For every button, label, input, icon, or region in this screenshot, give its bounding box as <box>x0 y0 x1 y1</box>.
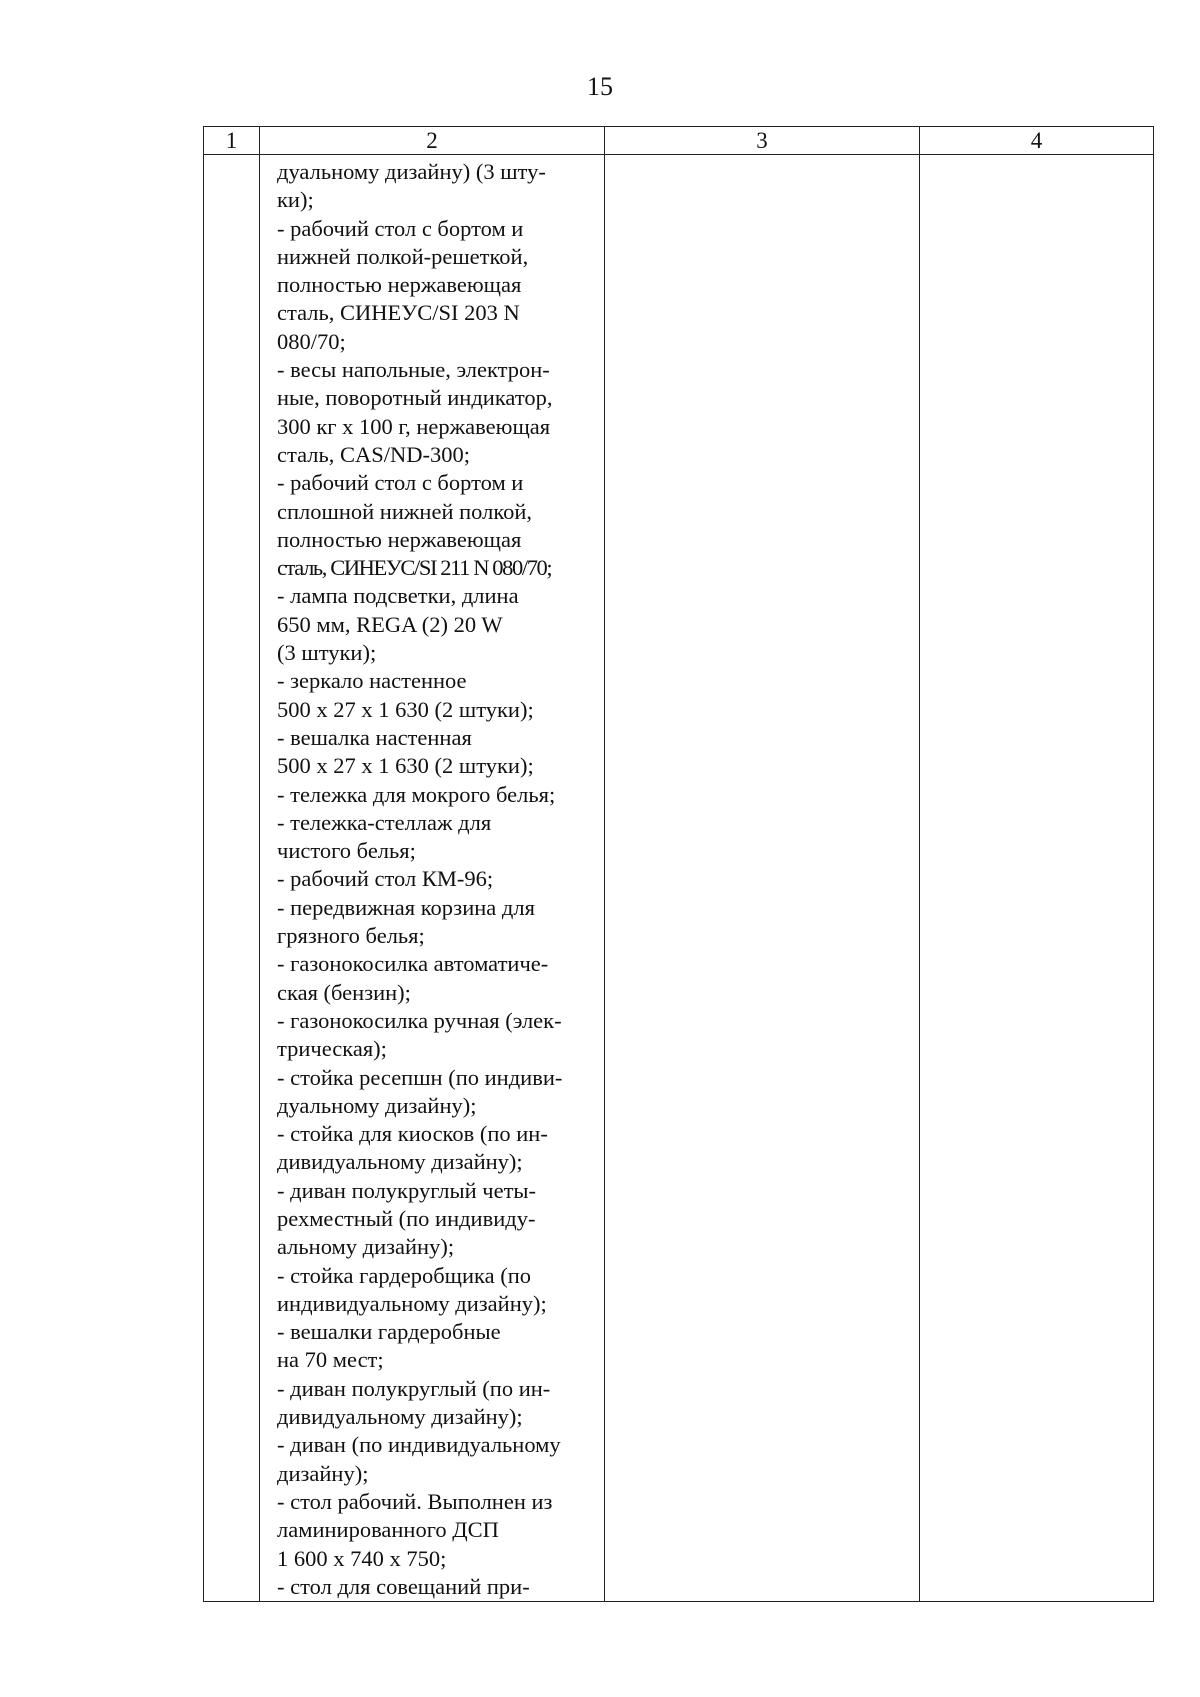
list-item: 500 х 27 х 1 630 (2 штуки); <box>277 753 534 779</box>
list-item: трическая); <box>277 1036 387 1062</box>
list-item: - вешалки гардеробные <box>277 1319 501 1345</box>
cell-column-3 <box>605 155 920 1602</box>
column-header-1: 1 <box>204 127 260 155</box>
table-header-row <box>204 127 1154 155</box>
list-item: - рабочий стол с бортом и <box>277 470 524 496</box>
list-item: - диван полукруглый (по ин- <box>277 1375 551 1401</box>
list-item: на 70 мест; <box>277 1347 384 1373</box>
list-item: дуальному дизайну) (3 шту- <box>277 159 546 184</box>
list-item: полностью нержавеющая <box>277 272 522 298</box>
list-item: - тележка-стеллаж для <box>277 809 492 835</box>
list-item: (3 штуки); <box>277 640 377 666</box>
list-item: - стойка гардеробщика (по <box>277 1262 532 1288</box>
list-item: дуальному дизайну); <box>277 1092 477 1118</box>
list-item: - стойка ресепшн (по индиви- <box>277 1064 563 1090</box>
list-item: - весы напольные, электрон- <box>277 357 550 383</box>
list-item: - рабочий стол КМ-96; <box>277 866 494 892</box>
list-item: альному дизайну); <box>277 1234 455 1260</box>
list-item: ные, поворотный индикатор, <box>277 385 553 411</box>
column-header-4: 4 <box>920 127 1154 155</box>
cell-column-4 <box>920 155 1154 1602</box>
list-item: - стойка для киосков (по ин- <box>277 1121 548 1147</box>
list-item: - рабочий стол с бортом и <box>277 215 524 241</box>
list-item: - зеркало настенное <box>277 668 467 694</box>
list-item: - передвижная корзина для <box>277 894 535 920</box>
list-item: 300 кг х 100 г, нержавеющая <box>277 413 551 439</box>
list-item: - стол рабочий. Выполнен из <box>277 1488 553 1514</box>
list-item: - стол для совещаний при- <box>277 1573 530 1599</box>
list-item: - газонокосилка автоматиче- <box>277 951 549 977</box>
list-item: ки); <box>277 187 314 213</box>
list-item: дивидуальному дизайну); <box>277 1149 523 1175</box>
equipment-list <box>260 155 604 1601</box>
list-item: сталь, СИНЕУС/SI 203 N <box>277 300 520 326</box>
equipment-table <box>203 126 1154 1602</box>
table-row <box>204 155 1154 1602</box>
list-item: дизайну); <box>277 1460 369 1486</box>
list-item: - диван полукруглый четы- <box>277 1177 537 1203</box>
list-item: сталь, СИНЕУС/SI 211 N 080/70; <box>277 555 552 581</box>
list-item: ламинированного ДСП <box>277 1517 499 1543</box>
list-item: 1 600 х 740 х 750; <box>277 1545 447 1571</box>
list-item: 080/70; <box>277 328 346 354</box>
list-item: - лампа подсветки, длина <box>277 583 519 609</box>
column-header-2: 2 <box>260 127 605 155</box>
column-header-3: 3 <box>605 127 920 155</box>
page-number: 15 <box>587 72 613 101</box>
list-item: - диван (по индивидуальному <box>277 1432 561 1458</box>
list-item: 500 х 27 х 1 630 (2 штуки); <box>277 696 534 722</box>
list-item: грязного белья; <box>277 923 425 949</box>
list-item: индивидуальному дизайну); <box>277 1290 547 1316</box>
list-item: 650 мм, REGA (2) 20 W <box>277 611 503 637</box>
list-item: чистого белья; <box>277 838 416 864</box>
list-item: - тележка для мокрого белья; <box>277 781 556 807</box>
list-item: сплошной нижней полкой, <box>277 498 533 524</box>
cell-column-1 <box>204 155 260 1602</box>
list-item: сталь, CAS/ND-300; <box>277 441 471 467</box>
list-item: дивидуальному дизайну); <box>277 1404 523 1430</box>
list-item: - вешалка настенная <box>277 724 472 750</box>
list-item: нижней полкой-решеткой, <box>277 243 529 269</box>
list-item: полностью нержавеющая <box>277 526 522 552</box>
cell-column-2 <box>260 155 605 1602</box>
list-item: ская (бензин); <box>277 979 411 1005</box>
list-item: рехместный (по индивиду- <box>277 1205 536 1231</box>
list-item: - газонокосилка ручная (элек- <box>277 1007 562 1033</box>
